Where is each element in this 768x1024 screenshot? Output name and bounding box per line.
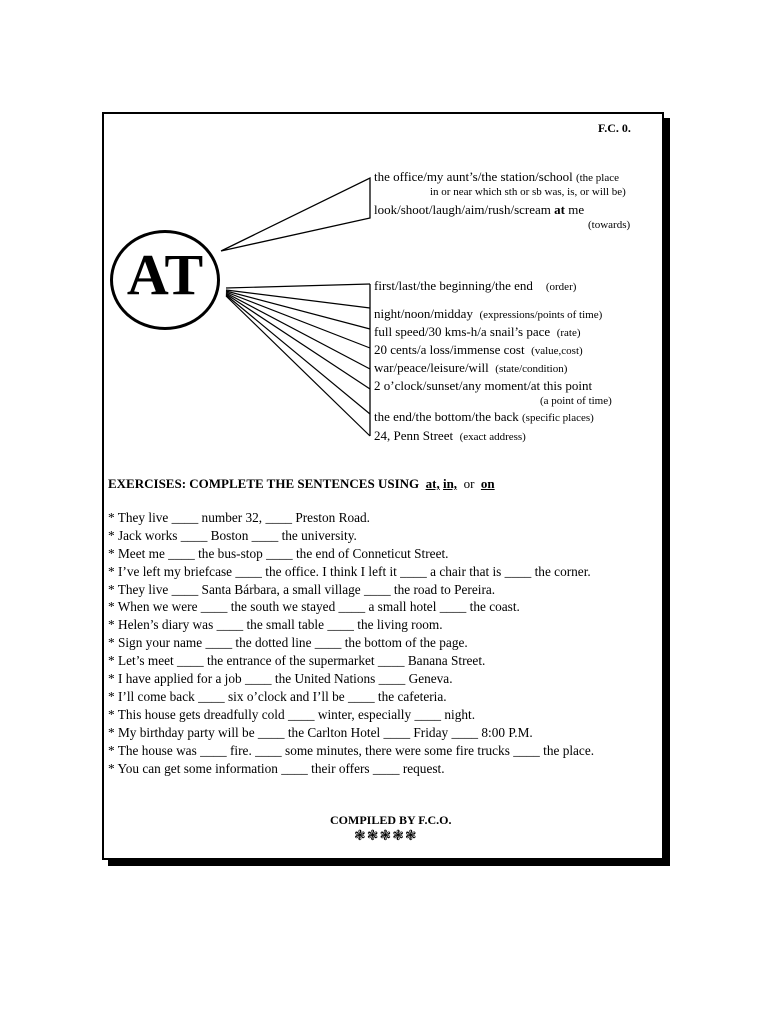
diagram-item-point-of-time-cont: (a point of time) <box>540 395 612 407</box>
exercise-sentence: * My birthday party will be ____ the Carlton Hotel ____ Friday ____ 8:00 P.M. <box>108 725 533 740</box>
diagram-item-order: first/last/the beginning/the end (order) <box>374 278 577 293</box>
exercise-sentence: * Sign your name ____ the dotted line ____ the bottom of the page. <box>108 635 468 650</box>
diagram-item-place-cont: in or near which sth or sb was, is, or will be) <box>430 186 626 198</box>
diagram-item-state: war/peace/leisure/will (state/condition) <box>374 360 568 375</box>
exercise-sentence: * You can get some information ____ their offers ____ request. <box>108 761 445 776</box>
exercise-sentence: * I’ll come back ____ six o’clock and I’ll be ____ the cafeteria. <box>108 689 447 704</box>
diagram-item-time-expressions: night/noon/midday (expressions/points of time) <box>374 306 603 321</box>
compiled-by: COMPILED BY F.C.O. <box>330 813 452 827</box>
diagram-item-towards: look/shoot/laugh/aim/rush/scream at me <box>374 202 585 217</box>
at-label: AT <box>126 242 204 307</box>
exercise-sentence: * They live ____ Santa Bárbara, a small village ____ the road to Pereira. <box>108 582 496 597</box>
diagram-item-point-of-time: 2 o’clock/sunset/any moment/at this point <box>374 378 593 393</box>
diagram-item-rate: full speed/30 kms-h/a snail’s pace (rate) <box>374 324 581 339</box>
decorative-stars: ❃❃❃❃❃ <box>354 829 418 844</box>
diagram-item-place: the office/my aunt’s/the station/school (the place <box>374 169 620 184</box>
exercise-sentence: * This house gets dreadfully cold ____ winter, especially ____ night. <box>108 707 476 722</box>
exercise-sentence: * I have applied for a job ____ the United Nations ____ Geneva. <box>108 671 453 686</box>
exercise-sentence: * Jack works ____ Boston ____ the university. <box>108 528 357 543</box>
exercise-sentence: * Helen’s diary was ____ the small table ____ the living room. <box>108 617 443 632</box>
exercise-sentence: * I’ve left my briefcase ____ the office. I think I left it ____ a chair that is ____ the corner. <box>108 564 591 579</box>
exercise-sentence: * Let’s meet ____ the entrance of the supermarket ____ Banana Street. <box>108 653 486 668</box>
diagram-item-specific-places: the end/the bottom/the back (specific places) <box>374 409 594 424</box>
exercise-sentence: * The house was ____ fire. ____ some minutes, there were some fire trucks ____ the place. <box>108 743 595 758</box>
diagram-item-towards-cont: (towards) <box>588 219 631 231</box>
exercise-sentence: * Meet me ____ the bus-stop ____ the end of Conneticut Street. <box>108 546 449 561</box>
exercise-sentence: * When we were ____ the south we stayed ____ a small hotel ____ the coast. <box>108 599 520 614</box>
worksheet <box>102 112 664 860</box>
exercise-sentence: * They live ____ number 32, ____ Preston Road. <box>108 510 370 525</box>
at-circle <box>110 230 220 330</box>
diagram-item-value: 20 cents/a loss/immense cost (value,cost) <box>374 342 583 357</box>
exercises-title: EXERCISES: COMPLETE THE SENTENCES USING at, in, or on <box>108 476 495 491</box>
diagram-item-address: 24, Penn Street (exact address) <box>374 428 526 443</box>
document-code: F.C. 0. <box>598 121 631 135</box>
